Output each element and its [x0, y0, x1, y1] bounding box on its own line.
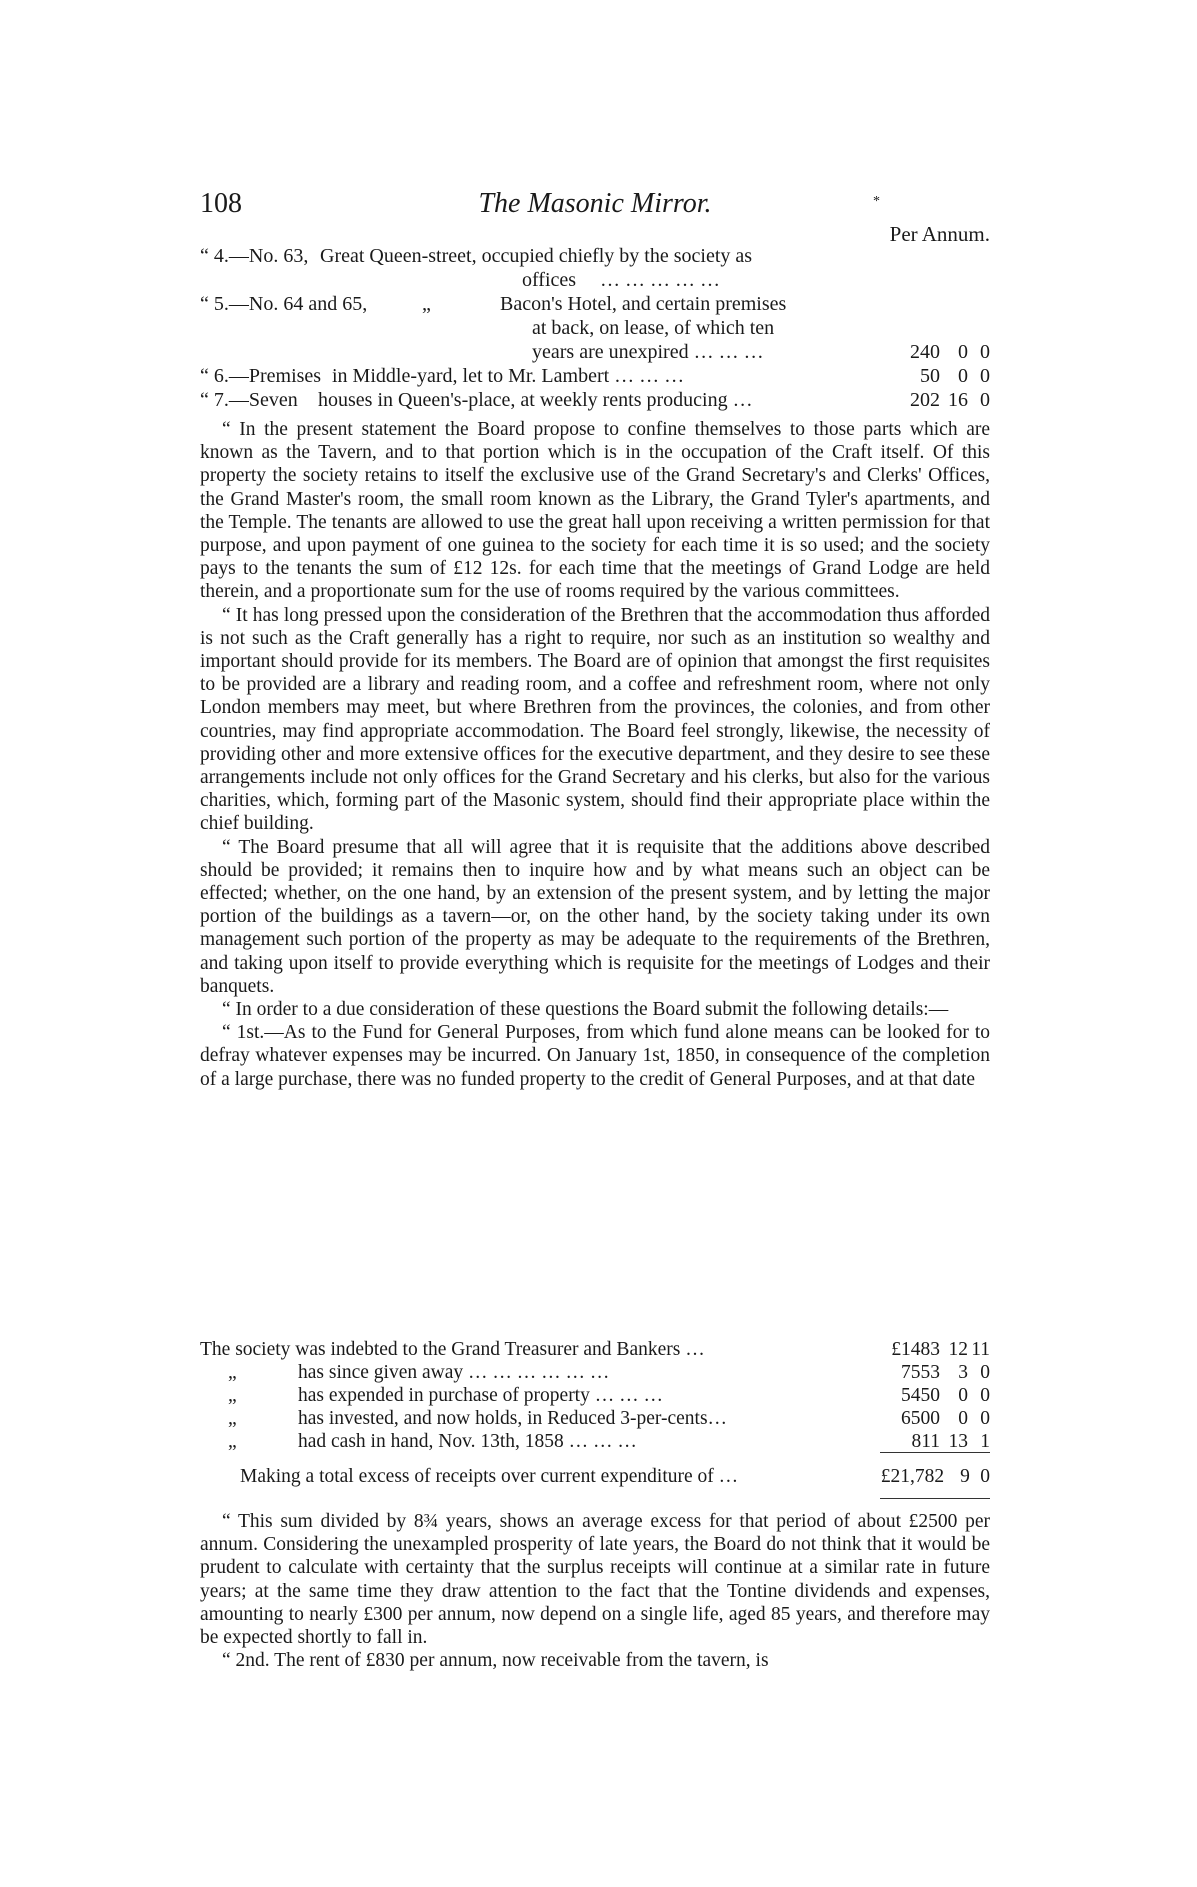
ledger-amount: [880, 1384, 990, 1407]
amount-pence: 1: [980, 1431, 990, 1452]
amount-pence: 11: [971, 1339, 990, 1360]
paragraph: “ 1st.—As to the Fund for General Purposes, from which fund alone means can be looked for to defray whatever expenses may be incurred. On January 1st, 1850, in consequence of the completion of a large purchase, there was no funded property to the credit of General Purposes, and at that date: [200, 1022, 990, 1090]
total-amount: [880, 1465, 990, 1489]
amount-pounds: £21,782: [880, 1466, 945, 1487]
ledger-amount: [880, 1361, 990, 1384]
property-item-7: [200, 388, 990, 412]
printer-mark: *: [873, 194, 880, 209]
amount-shillings: 0: [958, 1385, 968, 1406]
property-item-4: [200, 244, 990, 268]
amount-shillings: 0: [958, 365, 968, 387]
property-item-5: [200, 292, 990, 316]
paragraph: “ This sum divided by 8¾ years, shows an average excess for that period of about £2500 per annum. Considering the unexampled prosperity of late years, the Board do not think that it would be prudent to calculate with certainty that the surplus receipts will continue at a similar rate in future years; at the same time they draw attention to the fact that the Tontine dividends and expenses, amounting to nearly £300 per annum, now depend on a single life, aged 85 years, and therefore may be expected shortly to fall in.: [200, 1511, 990, 1649]
ledger-row: [200, 1384, 990, 1407]
ledger-row: [200, 1407, 990, 1430]
property-description: in Middle-yard, let to Mr. Lambert … … …: [332, 365, 685, 387]
amount-shillings: 0: [958, 341, 968, 363]
amount-pounds: 5450: [901, 1385, 940, 1406]
ditto-mark: „: [228, 1431, 237, 1452]
ledger-description: The society was indebted to the Grand Treasurer and Bankers …: [200, 1339, 705, 1360]
paragraph: “ 2nd. The rent of £830 per annum, now receivable from the tavern, is: [222, 1650, 769, 1672]
property-label: “ 4.—No. 63,: [200, 245, 309, 267]
ditto-mark: „: [228, 1385, 237, 1406]
ledger-row: [200, 1430, 990, 1453]
total-rule: [880, 1498, 990, 1499]
amount-pounds: 202: [910, 389, 940, 411]
amount-shillings: 16: [948, 389, 968, 411]
amount-pounds: 50: [920, 365, 940, 387]
amount-pounds: 811: [911, 1431, 940, 1452]
amount-pounds: 6500: [901, 1408, 940, 1429]
ledger-total-row: [200, 1465, 990, 1489]
body-text-section-b: [200, 1510, 990, 1672]
ledger-row: [200, 1338, 990, 1361]
amount-shillings: 0: [958, 1408, 968, 1429]
amount-pence: 0: [980, 1408, 990, 1429]
property-description: years are unexpired … … …: [532, 341, 764, 363]
property-label: “ 5.—No. 64 and 65,: [200, 293, 368, 315]
accounts-ledger: [200, 1338, 990, 1453]
amount-pounds: 7553: [901, 1362, 940, 1383]
page-number: 108: [200, 188, 242, 219]
amount-shillings: 9: [960, 1466, 970, 1487]
amount-pence: 0: [980, 1466, 990, 1487]
ledger-amount: [880, 1338, 990, 1361]
per-annum-heading: Per Annum.: [889, 222, 990, 246]
paragraph: “ In order to a due consideration of these questions the Board submit the following details:—: [222, 999, 949, 1021]
ledger-description: has expended in purchase of property … … …: [298, 1385, 663, 1406]
paragraph: “ In the present statement the Board propose to confine themselves to those parts which are known as the Tavern, and to that portion which is in the occupation of the Craft itself. Of this property the society retains to itself the exclusive use of the Grand Secretary's and Clerks' Offices, the Grand Master's room, the small room known as the Library, the Grand Tyler's apartments, and the Temple. The tenants are allowed to use the great hall upon receiving a written permission for that purpose, and upon payment of one guinea to the society for each time it is so used; and the society pays to the tenants the sum of £12 12s. for each time that the meetings of Grand Lodge are held therein, and a proportionate sum for the use of rooms required by the various committees.: [200, 419, 990, 603]
property-item-6: [200, 364, 990, 388]
property-description: offices: [522, 269, 577, 291]
running-header: [200, 188, 990, 222]
total-description: Making a total excess of receipts over current expenditure of …: [240, 1466, 739, 1487]
property-label: “ 7.—Seven: [200, 389, 298, 411]
paragraph: “ It has long pressed upon the consideration of the Brethren that the accommodation thus afforded is not such as the Craft generally has a right to require, nor such as an institution so wealthy and important should provide for its members. The Board are of opinion that amongst the first requisites to be provided are a library and reading room, and a coffee and refreshment room, where not only London members may meet, but where Brethren from the provinces, the colonies, and from other countries, may find appropriate accommodation. The Board feel strongly, likewise, the necessity of providing other and more extensive offices for the executive department, and they desire to see these arrangements include not only offices for the Grand Secretary and his clerks, but also for the various charities, which, forming part of the Masonic system, should find their appropriate place within the chief building.: [200, 604, 990, 835]
amount-pence: 0: [980, 365, 990, 387]
ditto-mark: „: [228, 1408, 237, 1429]
leader-dots: … … … … …: [600, 269, 720, 291]
sum-rule: [880, 1452, 990, 1453]
property-item-5-cont: [200, 316, 990, 340]
property-description: Great Queen-street, occupied chiefly by the society as: [320, 245, 753, 267]
amount-pence: 0: [980, 1385, 990, 1406]
property-amount: [880, 364, 990, 388]
property-description: houses in Queen's-place, at weekly rents producing …: [318, 389, 753, 411]
amount-pounds: £1483: [891, 1339, 940, 1360]
journal-title: The Masonic Mirror.: [478, 188, 712, 219]
amount-shillings: 12: [948, 1339, 968, 1360]
ledger-amount: [880, 1430, 990, 1453]
body-text-section-a: [200, 418, 990, 1091]
amount-pounds: 240: [910, 341, 940, 363]
property-item-5-cont: [200, 340, 990, 364]
property-item-4-cont: [200, 268, 990, 292]
amount-pence: 0: [980, 1362, 990, 1383]
amount-pence: 0: [980, 341, 990, 363]
ditto-mark: „: [228, 1362, 237, 1383]
property-description: at back, on lease, of which ten: [532, 317, 775, 339]
ledger-description: has since given away … … … … … …: [298, 1362, 610, 1383]
paragraph: “ The Board presume that all will agree that it is requisite that the additions above described should be provided; it remains then to inquire how and by what means such an object can be effected; whether, on the one hand, by an extension of the present system, and by letting the major portion of the buildings as a tavern—or, on the other hand, by the society taking under its own management such portion of the property as may be adequate to the requirements of the Brethren, and taking upon itself to provide everything which is requisite for the meetings of Lodges and their banquets.: [200, 836, 990, 997]
property-label: “ 6.—Premises: [200, 365, 322, 387]
amount-pence: 0: [980, 389, 990, 411]
property-description: Bacon's Hotel, and certain premises: [500, 293, 787, 315]
amount-shillings: 13: [948, 1431, 968, 1452]
ledger-description: has invested, and now holds, in Reduced 3-per-cents…: [298, 1408, 728, 1429]
ledger-amount: [880, 1407, 990, 1430]
ledger-row: [200, 1361, 990, 1384]
ditto-mark: „: [422, 293, 431, 315]
ledger-description: had cash in hand, Nov. 13th, 1858 … … …: [298, 1431, 637, 1452]
property-amount: [880, 388, 990, 412]
amount-shillings: 3: [958, 1362, 968, 1383]
property-amount: [880, 340, 990, 364]
